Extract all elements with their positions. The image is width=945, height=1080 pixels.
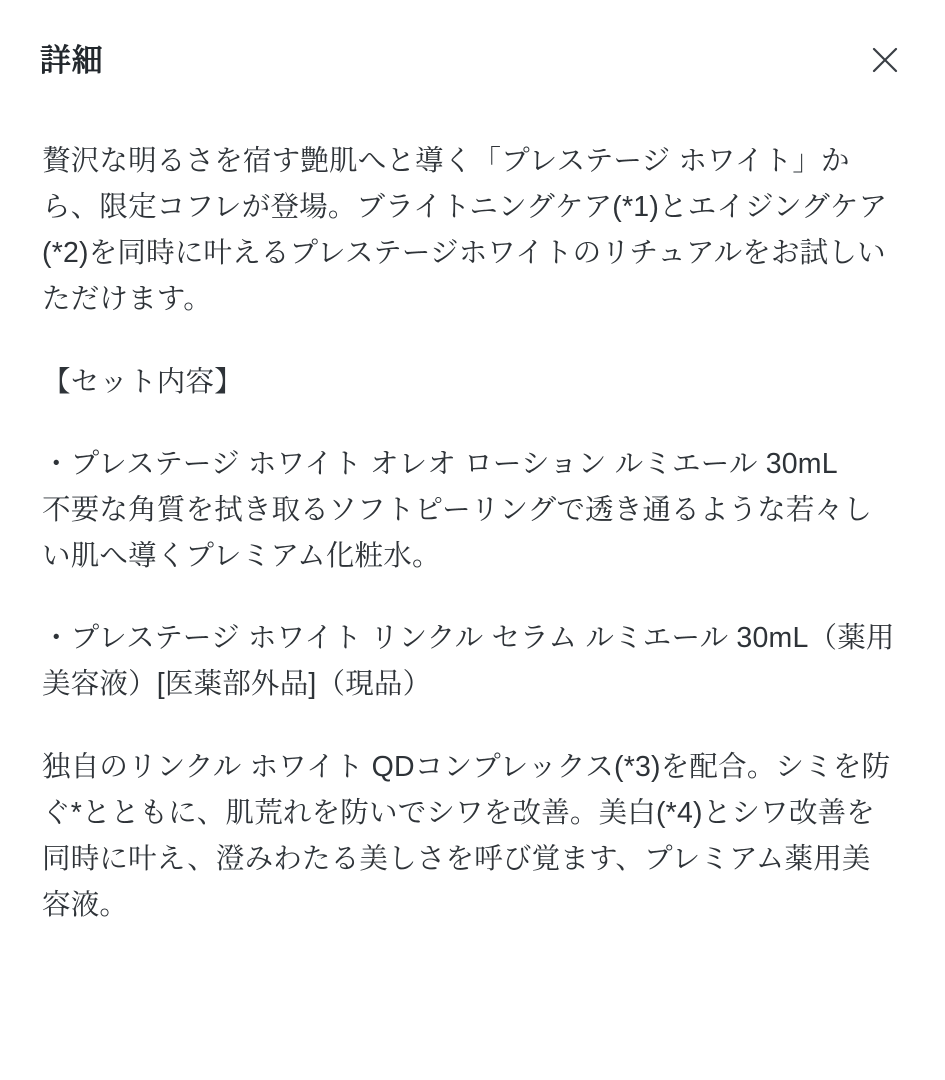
detail-paragraph-item-2-name: ・プレステージ ホワイト リンクル セラム ルミエール 30mL（薬用美容液）[医薬部外品]（現品）	[42, 622, 895, 701]
close-icon	[870, 45, 900, 75]
detail-paragraph-item-1-name: ・プレステージ ホワイト オレオ ローション ルミエール 30mL	[42, 447, 838, 480]
detail-text-body	[0, 82, 945, 1080]
detail-paragraph-item-1-desc: 不要な角質を拭き取るソフトピーリングで透き通るような若々しい肌へ導くプレミアム化粧水。	[42, 493, 873, 573]
detail-paragraph-intro: 贅沢な明るさを宿す艶肌へと導く「プレステージ ホワイト」から、限定コフレが登場。ブライトニングケア(*1)とエイジングケア(*2)を同時に叶えるプレステージホワイトのリチュアルをお試しいただけます。	[42, 145, 888, 316]
page-title: 詳細	[40, 43, 103, 78]
panel-header	[0, 0, 945, 82]
close-button[interactable]	[863, 38, 907, 82]
detail-paragraph-item-2-desc: 独自のリンクル ホワイト QDコンプレックス(*3)を配合。シミを防ぐ*とともに、肌荒れを防いでシワを改善。美白(*4)とシワ改善を同時に叶え、澄みわたる美しさを呼び覚ます、プレミアム薬用美容液。	[42, 750, 891, 922]
detail-paragraph-set-heading: 【セット内容】	[42, 365, 243, 398]
